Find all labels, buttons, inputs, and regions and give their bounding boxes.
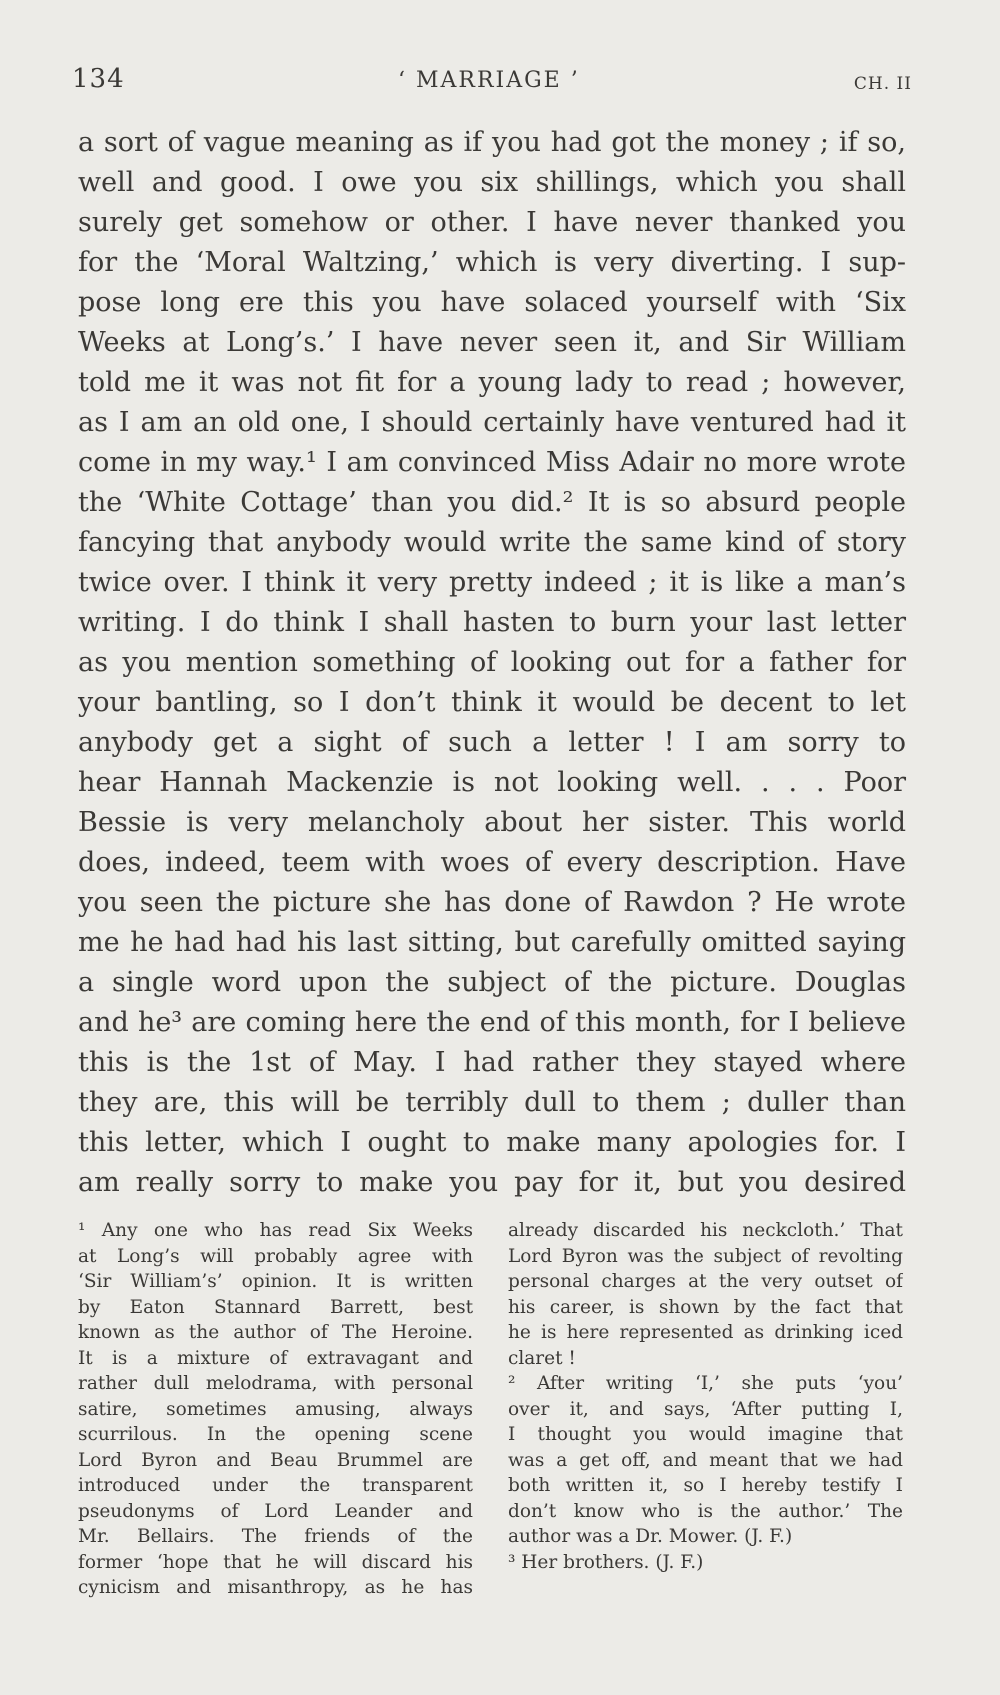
footnote-line: author was a Dr. Mower. (J. F.) bbox=[508, 1526, 793, 1547]
footnote-line: former ‘hope that he will discard his bbox=[78, 1551, 473, 1573]
footnote-line: Lord Byron was the subject of revolting bbox=[508, 1245, 903, 1267]
footnote-line: scurrilous. In the opening scene bbox=[78, 1424, 473, 1445]
body-line: this is the 1st of May. I had rather they stayed where bbox=[78, 1047, 906, 1078]
body-line: and he³ are coming here the end of this month, for I believe bbox=[78, 1007, 906, 1038]
footnote-line: I thought you would imagine that bbox=[508, 1424, 903, 1445]
footnote-line: he is here represented as drinking iced bbox=[508, 1322, 903, 1343]
footnote-line: both written it, so I hereby testify I bbox=[508, 1475, 903, 1496]
body-text bbox=[78, 123, 906, 1203]
body-line: you seen the picture she has done of Rawdon ? He wrote bbox=[78, 887, 906, 918]
body-line: your bantling, so I don’t think it would be decent to let bbox=[78, 687, 906, 718]
body-line: come in my way.¹ I am convinced Miss Adair no more wrote bbox=[78, 447, 906, 478]
body-line: a sort of vague meaning as if you had got the money ; if so, bbox=[78, 127, 906, 158]
body-line: hear Hannah Mackenzie is not looking well. . . . Poor bbox=[78, 767, 906, 798]
body-line: twice over. I think it very pretty indeed ; it is like a man’s bbox=[78, 567, 906, 598]
footnotes-right-column bbox=[508, 1218, 903, 1575]
footnotes-left-column bbox=[78, 1218, 473, 1601]
body-line: am really sorry to make you pay for it, but you desired bbox=[78, 1167, 906, 1198]
body-line: anybody get a sight of such a letter ! I am sorry to bbox=[78, 727, 906, 758]
body-line: Weeks at Long’s.’ I have never seen it, and Sir William bbox=[78, 327, 906, 358]
footnote-line: at Long’s will probably agree with bbox=[78, 1245, 473, 1267]
body-line: writing. I do think I shall hasten to burn your last letter bbox=[78, 607, 906, 638]
body-line: does, indeed, teem with woes of every description. Have bbox=[78, 847, 906, 878]
body-line: as I am an old one, I should certainly have ventured had it bbox=[78, 407, 906, 438]
body-line: pose long ere this you have solaced yourself with ‘Six bbox=[78, 287, 906, 318]
body-line: surely get somehow or other. I have never thanked you bbox=[78, 207, 906, 238]
footnote-line: pseudonyms of Lord Leander and bbox=[78, 1500, 473, 1522]
footnote-line: known as the author of The Heroine. bbox=[78, 1322, 473, 1343]
footnote-line: ³ Her brothers. (J. F.) bbox=[508, 1551, 704, 1573]
page-header bbox=[72, 64, 912, 104]
footnote-line: was a get off, and meant that we had bbox=[508, 1449, 903, 1471]
footnote-line: already discarded his neckcloth.’ That bbox=[508, 1220, 903, 1241]
footnote-line: rather dull melodrama, with personal bbox=[78, 1373, 473, 1394]
footnote-line: It is a mixture of extravagant and bbox=[78, 1347, 473, 1369]
body-line: Bessie is very melancholy about her sister. This world bbox=[78, 807, 906, 838]
footnote-line: Lord Byron and Beau Brummel are bbox=[78, 1449, 473, 1471]
footnote-line: cynicism and misanthropy, as he has bbox=[78, 1577, 473, 1598]
footnotes bbox=[78, 1218, 906, 1618]
footnote-line: introduced under the transparent bbox=[78, 1475, 473, 1496]
footnote-line: ‘Sir William’s’ opinion. It is written bbox=[78, 1271, 473, 1292]
body-line: for the ‘Moral Waltzing,’ which is very diverting. I sup- bbox=[78, 247, 906, 278]
body-line: a single word upon the subject of the picture. Douglas bbox=[78, 967, 906, 998]
footnote-line: ¹ Any one who has read Six Weeks bbox=[78, 1220, 473, 1241]
body-line: me he had had his last sitting, but carefully omitted saying bbox=[78, 927, 906, 958]
body-line: this letter, which I ought to make many apologies for. I bbox=[78, 1127, 906, 1158]
footnote-line: ² After writing ‘I,’ she puts ‘you’ bbox=[508, 1373, 903, 1394]
body-line: they are, this will be terribly dull to them ; duller than bbox=[78, 1087, 906, 1118]
running-title: ‘ MARRIAGE ’ bbox=[398, 68, 580, 93]
footnote-line: his career, is shown by the fact that bbox=[508, 1296, 903, 1318]
body-line: as you mention something of looking out for a father for bbox=[78, 647, 906, 678]
footnote-line: don’t know who is the author.’ The bbox=[508, 1500, 903, 1522]
footnote-line: personal charges at the very outset of bbox=[508, 1271, 903, 1292]
body-line: well and good. I owe you six shillings, which you shall bbox=[78, 167, 906, 198]
footnote-line: by Eaton Stannard Barrett, best bbox=[78, 1296, 473, 1318]
footnote-line: satire, sometimes amusing, always bbox=[78, 1398, 473, 1420]
body-line: fancying that anybody would write the same kind of story bbox=[78, 527, 906, 558]
page-number: 134 bbox=[72, 64, 125, 94]
body-line: told me it was not fit for a young lady to read ; however, bbox=[78, 367, 906, 398]
chapter-mark: CH. II bbox=[853, 74, 912, 94]
footnote-line: claret ! bbox=[508, 1347, 576, 1369]
body-line: the ‘White Cottage’ than you did.² It is so absurd people bbox=[78, 487, 906, 518]
footnote-line: Mr. Bellairs. The friends of the bbox=[78, 1526, 473, 1547]
footnote-line: over it, and says, ‘After putting I, bbox=[508, 1398, 903, 1420]
